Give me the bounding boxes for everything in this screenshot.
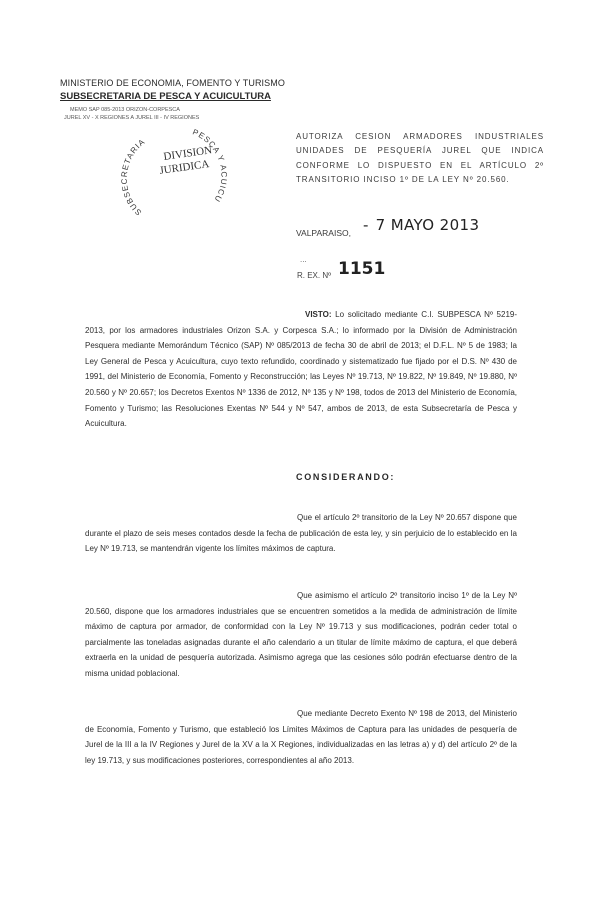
- scan-footer-edge: [0, 912, 600, 918]
- resolution-date: [363, 216, 479, 234]
- visto-text: Lo solicitado mediante C.I. SUBPESCA Nº 5219-2013, por los armadores industriales Orizon S.A. y Corpesca S.A.; lo informado por la División de Administración Pesquera mediante Memorándum Técnico (SAP) Nº 085/2013 de fecha 30 de abril de 2013; el D.F.L. Nº 5 de 1983; la Ley General de Pesca y Acuicultura, cuyo texto refundido, coordinado y sistematizado fue fijado por el D.S. Nº 430 de 1991, del Ministerio de Economía, Fomento y Reconstrucción; las Leyes Nº 19.713, Nº 19.822, Nº 19.849, Nº 19.880, Nº 20.560 y Nº 20.657; los Decretos Exentos Nº 1336 de 2012, Nº 135 y Nº 198, todos de 2013 del Ministerio de Economía, Fomento y Turismo; las Resoluciones Exentas Nº 544 y Nº 547, ambos de 2013, de esta Subsecretaría de Pesca y Acuicultura.: [85, 310, 517, 429]
- visto-label: VISTO:: [305, 310, 332, 319]
- stamp-ring-right: PESCA Y ACUICU: [191, 127, 229, 204]
- resolution-subject: AUTORIZA CESION ARMADORES INDUSTRIALES UNIDADES DE PESQUERÍA JUREL QUE INDICA CONFORME LO DISPUESTO EN EL ARTÍCULO 2º TRANSITORIO INCISO 1º DE LA LEY Nº 20.560.: [296, 132, 544, 184]
- stamp-ring-left: SUBSECRETARIA: [120, 136, 147, 218]
- considerando-title: CONSIDERANDO:: [296, 472, 396, 482]
- subsecretaria-heading: SUBSECRETARIA DE PESCA Y ACUICULTURA: [60, 91, 271, 102]
- stamp-center-line1: DIVISION: [162, 144, 213, 163]
- file-reference: JUREL XV - X REGIONES A JUREL III - IV REGIONES: [64, 115, 200, 121]
- rex-dots: ...: [300, 255, 307, 264]
- rex-number: 1151: [338, 259, 386, 279]
- considerando-paragraph-3: Que mediante Decreto Exento Nº 198 de 2013, del Ministerio de Economía, Fomento y Turismo, que estableció los Límites Máximos de Captura para las unidades de pesquería de Jurel de la III a la IV Regiones y Jurel de la XV a la X Regiones, individualizadas en las letras a) y d) del artículo 2º de la ley 19.713, y sus modificaciones posteriores, correspondientes al año 2013.: [85, 709, 517, 765]
- svg-text:SUBSECRETARIA: [120, 137, 147, 217]
- considerando-paragraph-1: Que el artículo 2º transitorio de la Ley Nº 20.657 dispone que durante el plazo de seis meses contados desde la fecha de publicación de esta ley, y sin perjuicio de lo establecido en la Ley Nº 19.713, se mantendrán vigente los límites máximos de captura.: [85, 513, 517, 554]
- stamp-center-line2: JURIDICA: [158, 158, 211, 177]
- ministry-heading: MINISTERIO DE ECONOMIA, FOMENTO Y TURISMO: [60, 78, 285, 88]
- date-dash: -: [363, 216, 371, 234]
- division-juridica-stamp: [120, 120, 230, 230]
- considerando-paragraph-2: Que asimismo el artículo 2º transitorio inciso 1º de la Ley Nº 20.560, dispone que los armadores industriales que se encuentren sometidos a la medida de administración de límite máximo de captura por armador, de conformidad con la Ley Nº 19.713 y sus modificaciones, podrán ceder total o parcialmente las toneladas asignadas durante el año calendario a un titular de límite máximo de captura, el que deberá extraerla en la unidad de pesquería autorizada. Asimismo agrega que las cesiones sólo podrán efectuarse dentro de la misma unidad poblacional.: [85, 591, 517, 678]
- memo-reference: MEMO SAP 085-2013 ORIZON-CORPESCA: [70, 107, 180, 113]
- rex-label: R. EX. Nº: [297, 271, 332, 280]
- date-text: 7 MAYO 2013: [375, 216, 480, 234]
- visto-paragraph: [85, 307, 517, 432]
- place-label: VALPARAISO,: [296, 228, 351, 238]
